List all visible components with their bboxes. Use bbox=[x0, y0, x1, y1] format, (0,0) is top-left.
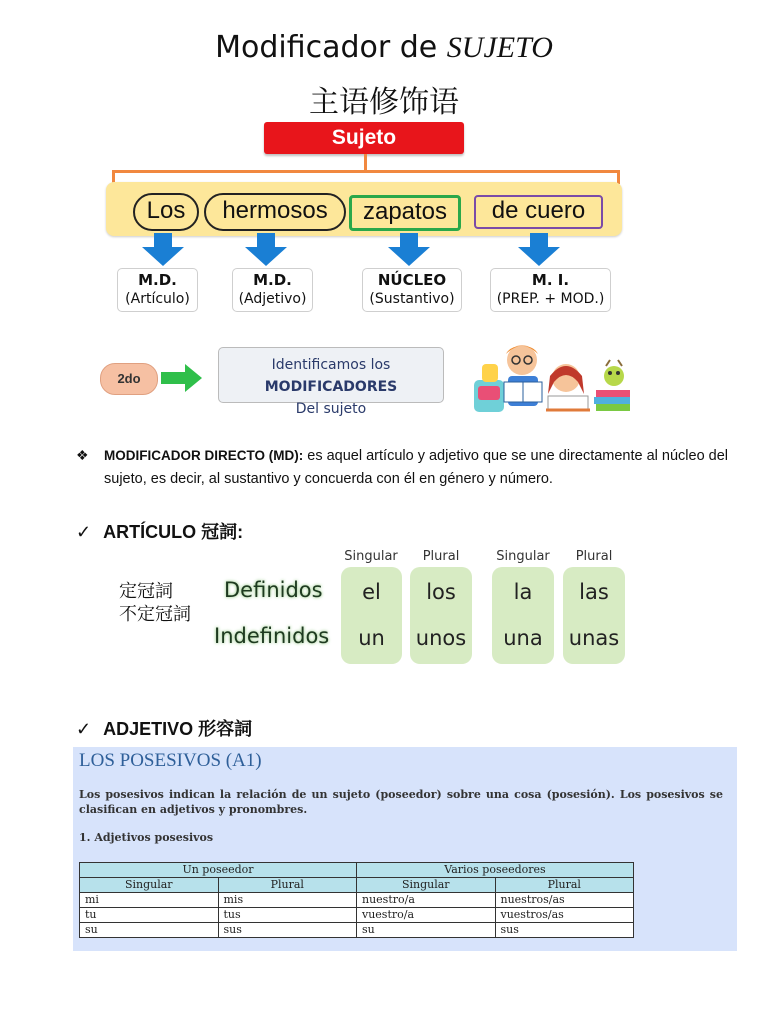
table-cell: mis bbox=[218, 893, 357, 908]
kanji-definidos: 定冠詞 bbox=[119, 581, 173, 602]
right-arrow-icon bbox=[161, 364, 203, 397]
adjetivo-heading bbox=[76, 715, 252, 741]
sujeto-label: Sujeto bbox=[264, 122, 464, 154]
down-arrow-icon bbox=[244, 233, 288, 267]
table-sub-header-row bbox=[80, 878, 634, 893]
definition-term: MODIFICADOR DIRECTO (MD): bbox=[104, 448, 304, 463]
label-title: NÚCLEO bbox=[377, 271, 447, 289]
label-subtitle: (Sustantivo) bbox=[369, 291, 455, 307]
label-title: M. I. bbox=[531, 271, 570, 289]
table-cell: sus bbox=[218, 923, 357, 938]
check-icon: ✓ bbox=[76, 719, 92, 739]
word-hermosos: hermosos bbox=[204, 193, 346, 231]
posesivos-intro: Los posesivos indican la relación de un sujeto (poseedor) sobre una cosa (posesión). Los posesivos se clasifican en adjetivos y pronombres. bbox=[79, 788, 723, 816]
kids-reading-illustration bbox=[468, 338, 634, 421]
check-icon: ✓ bbox=[76, 522, 92, 542]
label-mi bbox=[490, 268, 611, 312]
col-header-plural: Plural bbox=[422, 549, 460, 564]
table-cell: mi bbox=[80, 893, 219, 908]
posesivos-subheading: 1. Adjetivos posesivos bbox=[79, 831, 214, 844]
col-header-singular: Singular bbox=[344, 549, 398, 564]
word-zapatos: zapatos bbox=[349, 195, 461, 231]
table-cell: nuestros/as bbox=[495, 893, 634, 908]
articulo-un: un bbox=[358, 626, 385, 650]
table-header: Varios poseedores bbox=[357, 863, 634, 878]
label-md-articulo bbox=[117, 268, 198, 312]
articulo-unas: unas bbox=[568, 626, 620, 650]
definition-body: es aquel artículo y adjetivo que se une directamente al núcleo del sujeto, es decir, al sustantivo y concuerda con él en género y número. bbox=[104, 448, 729, 487]
table-row bbox=[80, 923, 634, 938]
label-md-adjetivo bbox=[232, 268, 313, 312]
col-header-plural: Plural bbox=[575, 549, 613, 564]
kanji-indefinidos: 不定冠詞 bbox=[119, 604, 191, 625]
row-label-indefinidos: Indefinidos bbox=[214, 624, 330, 648]
row-label-definidos: Definidos bbox=[224, 578, 323, 602]
step-badge: 2do bbox=[100, 363, 158, 395]
label-title: M.D. bbox=[138, 271, 177, 289]
table-cell: su bbox=[357, 923, 496, 938]
bracket-stem bbox=[364, 154, 367, 171]
label-title: M.D. bbox=[253, 271, 292, 289]
table-cell: su bbox=[80, 923, 219, 938]
down-arrow-icon bbox=[141, 233, 185, 267]
title-emphasis: SUJETO bbox=[446, 31, 553, 64]
page-title bbox=[0, 30, 768, 65]
table-header: Singular bbox=[357, 878, 496, 893]
table-group-header-row bbox=[80, 863, 634, 878]
definition-text bbox=[104, 444, 736, 491]
table-row bbox=[80, 908, 634, 923]
posesivos-title: LOS POSESIVOS (A1) bbox=[79, 750, 262, 771]
table-row bbox=[80, 893, 634, 908]
col-header-singular: Singular bbox=[496, 549, 550, 564]
table-header: Plural bbox=[218, 878, 357, 893]
articulo-la: la bbox=[513, 580, 533, 604]
down-arrow-icon bbox=[517, 233, 561, 267]
word-los: Los bbox=[133, 193, 199, 231]
articulo-el: el bbox=[362, 580, 381, 604]
identify-modifiers-box bbox=[218, 347, 444, 417]
definition-paragraph bbox=[76, 444, 736, 491]
down-arrow-icon bbox=[387, 233, 431, 267]
diamond-bullet-icon: ❖ bbox=[76, 447, 89, 463]
adjetivo-heading-text: ADJETIVO 形容詞 bbox=[103, 719, 253, 739]
bracket-line bbox=[112, 170, 620, 173]
articulo-heading bbox=[76, 518, 243, 544]
table-cell: nuestro/a bbox=[357, 893, 496, 908]
table-cell: tus bbox=[218, 908, 357, 923]
identify-prefix: Identificamos los bbox=[271, 357, 391, 373]
posesivos-table bbox=[79, 862, 634, 938]
articulo-una: una bbox=[503, 626, 543, 650]
identify-line1 bbox=[219, 354, 443, 398]
label-subtitle: (PREP. + MOD.) bbox=[496, 291, 605, 307]
label-subtitle: (Artículo) bbox=[125, 291, 190, 307]
articulo-heading-text: ARTÍCULO 冠詞: bbox=[103, 522, 244, 542]
title-main: Modificador de bbox=[215, 30, 447, 65]
table-cell: sus bbox=[495, 923, 634, 938]
articulo-las: las bbox=[579, 580, 609, 604]
identify-line2: Del sujeto bbox=[295, 401, 367, 417]
articulo-unos: unos bbox=[415, 626, 467, 650]
label-subtitle: (Adjetivo) bbox=[238, 291, 307, 307]
table-cell: vuestro/a bbox=[357, 908, 496, 923]
articulo-los: los bbox=[426, 580, 456, 604]
table-cell: vuestros/as bbox=[495, 908, 634, 923]
table-header: Plural bbox=[495, 878, 634, 893]
table-header: Un poseedor bbox=[80, 863, 357, 878]
page-subtitle-chinese: 主语修饰语 bbox=[309, 85, 459, 120]
word-de-cuero: de cuero bbox=[474, 195, 603, 229]
table-header: Singular bbox=[80, 878, 219, 893]
identify-bold: MODIFICADORES bbox=[264, 379, 398, 395]
table-cell: tu bbox=[80, 908, 219, 923]
label-nucleo bbox=[362, 268, 462, 312]
